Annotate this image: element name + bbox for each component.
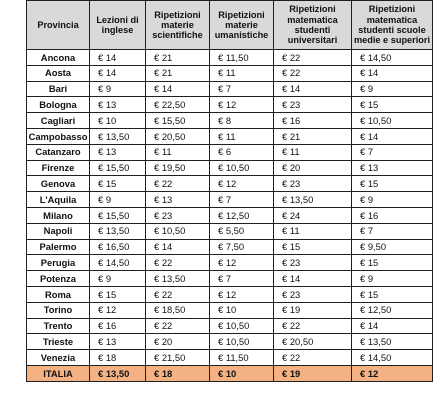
cell-materie-scientifiche: € 19,50	[146, 160, 210, 176]
cell-materie-umanistiche: € 6	[210, 144, 274, 160]
table-row	[27, 318, 433, 334]
header-lezioni-inglese: Lezioni di inglese	[90, 1, 146, 50]
cell-materie-umanistiche: € 10,50	[210, 334, 274, 350]
cell-matematica-medie-superiori: € 9	[352, 81, 433, 97]
cell-materie-umanistiche: € 11	[210, 65, 274, 81]
cell-lezioni-inglese: € 14	[90, 50, 146, 66]
cell-materie-umanistiche: € 7	[210, 192, 274, 208]
cell-materie-scientifiche: € 15,50	[146, 113, 210, 129]
cell-lezioni-inglese: € 13,50	[90, 128, 146, 144]
table-row	[27, 65, 433, 81]
cell-materie-umanistiche: € 11	[210, 128, 274, 144]
cell-materie-scientifiche: € 22	[146, 318, 210, 334]
cell-materie-umanistiche: € 10	[210, 302, 274, 318]
cell-matematica-medie-superiori: € 16	[352, 207, 433, 223]
header-matematica-medie-superiori: Ripetizioni matematica studenti scuole medie e superiori	[352, 1, 433, 50]
cell-materie-scientifiche: € 21	[146, 50, 210, 66]
cell-lezioni-inglese: € 15,50	[90, 207, 146, 223]
cell-provincia: Perugia	[27, 255, 90, 271]
cell-provincia: Venezia	[27, 350, 90, 366]
total-value: € 10	[210, 365, 274, 381]
cell-materie-umanistiche: € 7	[210, 81, 274, 97]
cell-matematica-universitari: € 22	[274, 318, 352, 334]
cell-matematica-universitari: € 14	[274, 81, 352, 97]
cell-matematica-universitari: € 22	[274, 65, 352, 81]
cell-lezioni-inglese: € 9	[90, 192, 146, 208]
cell-materie-scientifiche: € 22	[146, 286, 210, 302]
cell-matematica-medie-superiori: € 15	[352, 255, 433, 271]
cell-matematica-medie-superiori: € 12,50	[352, 302, 433, 318]
table-wrapper	[26, 0, 433, 382]
cell-matematica-universitari: € 20	[274, 160, 352, 176]
cell-matematica-universitari: € 22	[274, 50, 352, 66]
cell-matematica-universitari: € 23	[274, 286, 352, 302]
table-row	[27, 350, 433, 366]
cell-provincia: Trento	[27, 318, 90, 334]
cell-matematica-medie-superiori: € 15	[352, 176, 433, 192]
cell-matematica-medie-superiori: € 9	[352, 271, 433, 287]
price-table	[26, 0, 433, 382]
cell-materie-scientifiche: € 21	[146, 65, 210, 81]
cell-materie-umanistiche: € 10,50	[210, 318, 274, 334]
cell-provincia: Cagliari	[27, 113, 90, 129]
cell-materie-umanistiche: € 7,50	[210, 239, 274, 255]
cell-provincia: Bari	[27, 81, 90, 97]
cell-provincia: Aosta	[27, 65, 90, 81]
cell-lezioni-inglese: € 15	[90, 176, 146, 192]
cell-lezioni-inglese: € 18	[90, 350, 146, 366]
cell-materie-umanistiche: € 5,50	[210, 223, 274, 239]
cell-matematica-universitari: € 23	[274, 255, 352, 271]
cell-matematica-universitari: € 21	[274, 128, 352, 144]
cell-matematica-medie-superiori: € 15	[352, 286, 433, 302]
cell-materie-umanistiche: € 12	[210, 286, 274, 302]
cell-materie-scientifiche: € 20,50	[146, 128, 210, 144]
cell-matematica-medie-superiori: € 7	[352, 223, 433, 239]
cell-provincia: Catanzaro	[27, 144, 90, 160]
cell-provincia: Potenza	[27, 271, 90, 287]
cell-matematica-universitari: € 15	[274, 239, 352, 255]
table-row	[27, 50, 433, 66]
cell-matematica-universitari: € 23	[274, 97, 352, 113]
cell-matematica-medie-superiori: € 14	[352, 128, 433, 144]
table-row	[27, 160, 433, 176]
cell-materie-scientifiche: € 14	[146, 81, 210, 97]
cell-matematica-universitari: € 20,50	[274, 334, 352, 350]
table-row	[27, 286, 433, 302]
cell-provincia: Trieste	[27, 334, 90, 350]
cell-provincia: Roma	[27, 286, 90, 302]
total-value: € 13,50	[90, 365, 146, 381]
cell-matematica-medie-superiori: € 14	[352, 65, 433, 81]
table-row	[27, 334, 433, 350]
cell-lezioni-inglese: € 13	[90, 144, 146, 160]
table-row	[27, 176, 433, 192]
cell-lezioni-inglese: € 16	[90, 318, 146, 334]
table-header	[27, 1, 433, 50]
cell-matematica-universitari: € 11	[274, 223, 352, 239]
cell-provincia: Milano	[27, 207, 90, 223]
cell-matematica-universitari: € 22	[274, 350, 352, 366]
cell-materie-umanistiche: € 10,50	[210, 160, 274, 176]
cell-materie-scientifiche: € 20	[146, 334, 210, 350]
cell-provincia: Campobasso	[27, 128, 90, 144]
cell-lezioni-inglese: € 15	[90, 286, 146, 302]
cell-provincia: L'Aquila	[27, 192, 90, 208]
cell-materie-scientifiche: € 14	[146, 239, 210, 255]
cell-materie-umanistiche: € 8	[210, 113, 274, 129]
cell-matematica-medie-superiori: € 13	[352, 160, 433, 176]
total-label: ITALIA	[27, 365, 90, 381]
cell-lezioni-inglese: € 12	[90, 302, 146, 318]
cell-matematica-medie-superiori: € 9,50	[352, 239, 433, 255]
cell-matematica-medie-superiori: € 14,50	[352, 350, 433, 366]
header-materie-scientifiche: Ripetizioni materie scientifiche	[146, 1, 210, 50]
table-row	[27, 207, 433, 223]
cell-materie-umanistiche: € 7	[210, 271, 274, 287]
cell-materie-scientifiche: € 18,50	[146, 302, 210, 318]
cell-materie-scientifiche: € 21,50	[146, 350, 210, 366]
total-value: € 19	[274, 365, 352, 381]
cell-matematica-medie-superiori: € 13,50	[352, 334, 433, 350]
cell-matematica-universitari: € 14	[274, 271, 352, 287]
cell-materie-scientifiche: € 22	[146, 176, 210, 192]
cell-matematica-medie-superiori: € 10,50	[352, 113, 433, 129]
cell-matematica-medie-superiori: € 15	[352, 97, 433, 113]
cell-lezioni-inglese: € 14,50	[90, 255, 146, 271]
cell-lezioni-inglese: € 15,50	[90, 160, 146, 176]
cell-lezioni-inglese: € 10	[90, 113, 146, 129]
cell-provincia: Napoli	[27, 223, 90, 239]
cell-matematica-universitari: € 23	[274, 176, 352, 192]
table-row	[27, 128, 433, 144]
cell-matematica-medie-superiori: € 14,50	[352, 50, 433, 66]
cell-lezioni-inglese: € 16,50	[90, 239, 146, 255]
cell-materie-umanistiche: € 12	[210, 97, 274, 113]
cell-matematica-medie-superiori: € 14	[352, 318, 433, 334]
cell-matematica-medie-superiori: € 9	[352, 192, 433, 208]
table-row	[27, 144, 433, 160]
table-row	[27, 239, 433, 255]
cell-provincia: Firenze	[27, 160, 90, 176]
cell-matematica-universitari: € 19	[274, 302, 352, 318]
total-row	[27, 365, 433, 381]
total-value: € 12	[352, 365, 433, 381]
cell-matematica-universitari: € 13,50	[274, 192, 352, 208]
cell-materie-umanistiche: € 12,50	[210, 207, 274, 223]
cell-materie-scientifiche: € 13,50	[146, 271, 210, 287]
cell-materie-scientifiche: € 22,50	[146, 97, 210, 113]
cell-matematica-universitari: € 24	[274, 207, 352, 223]
cell-materie-scientifiche: € 22	[146, 255, 210, 271]
cell-matematica-universitari: € 16	[274, 113, 352, 129]
table-row	[27, 271, 433, 287]
cell-materie-umanistiche: € 12	[210, 176, 274, 192]
cell-lezioni-inglese: € 9	[90, 271, 146, 287]
cell-provincia: Bologna	[27, 97, 90, 113]
cell-materie-scientifiche: € 13	[146, 192, 210, 208]
table-row	[27, 113, 433, 129]
cell-lezioni-inglese: € 13	[90, 334, 146, 350]
cell-materie-umanistiche: € 11,50	[210, 50, 274, 66]
cell-provincia: Torino	[27, 302, 90, 318]
cell-materie-umanistiche: € 11,50	[210, 350, 274, 366]
cell-lezioni-inglese: € 13,50	[90, 223, 146, 239]
header-materie-umanistiche: Ripetizioni materie umanistiche	[210, 1, 274, 50]
cell-provincia: Genova	[27, 176, 90, 192]
cell-matematica-medie-superiori: € 7	[352, 144, 433, 160]
total-value: € 18	[146, 365, 210, 381]
cell-materie-umanistiche: € 12	[210, 255, 274, 271]
table-row	[27, 192, 433, 208]
cell-lezioni-inglese: € 13	[90, 97, 146, 113]
cell-provincia: Palermo	[27, 239, 90, 255]
cell-lezioni-inglese: € 14	[90, 65, 146, 81]
table-row	[27, 223, 433, 239]
header-provincia: Provincia	[27, 1, 90, 50]
cell-materie-scientifiche: € 11	[146, 144, 210, 160]
table-row	[27, 81, 433, 97]
cell-provincia: Ancona	[27, 50, 90, 66]
cell-lezioni-inglese: € 9	[90, 81, 146, 97]
table-row	[27, 255, 433, 271]
table-body	[27, 50, 433, 382]
cell-materie-scientifiche: € 10,50	[146, 223, 210, 239]
header-matematica-universitari: Ripetizioni matematica studenti universitari	[274, 1, 352, 50]
table-row	[27, 97, 433, 113]
header-row	[27, 1, 433, 50]
cell-matematica-universitari: € 11	[274, 144, 352, 160]
cell-materie-scientifiche: € 23	[146, 207, 210, 223]
table-row	[27, 302, 433, 318]
